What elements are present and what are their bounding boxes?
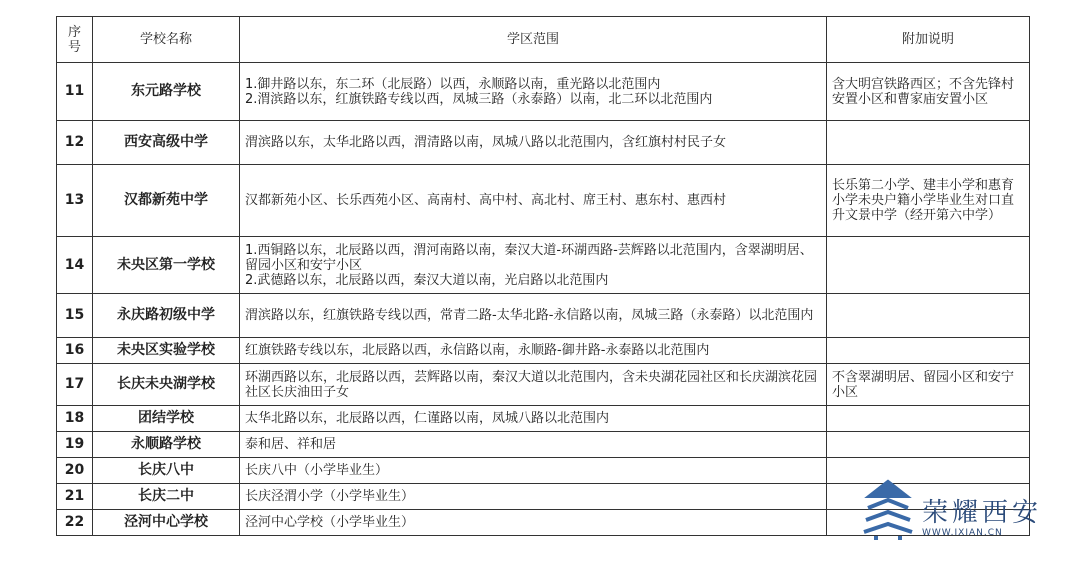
district-range-line: 长庆泾渭小学（小学毕业生） [245,489,415,504]
table-row [57,432,1030,458]
additional-note: 不含翠湖明居、留园小区和安宁小区 [827,364,1030,406]
district-range [240,121,827,165]
table-row [57,364,1030,406]
district-range-line: 泾河中心学校（小学毕业生） [245,515,415,530]
district-range [240,406,827,432]
row-number: 11 [57,63,93,121]
district-range-line: 1.御井路以东，东二环（北辰路）以西，永顺路以南，重光路以北范围内 [245,76,661,92]
district-range-line: 2.武德路以东，北辰路以西，秦汉大道以南，光启路以北范围内 [245,272,609,288]
district-range-line: 汉都新苑小区、长乐西苑小区、高南村、高中村、高北村、席王村、惠东村、惠西村 [245,193,727,208]
additional-note: 含大明宫铁路西区；不含先锋村安置小区和曹家庙安置小区 [827,63,1030,121]
row-number: 17 [57,364,93,406]
school-name: 长庆二中 [93,484,240,510]
district-range-line: 长庆八中（小学毕业生） [245,463,389,478]
table-row [57,338,1030,364]
watermark-url: WWW.IXIAN.CN [922,528,1003,538]
table-row [57,406,1030,432]
school-name: 永顺路学校 [93,432,240,458]
school-name: 汉都新苑中学 [93,165,240,237]
watermark-text: 荣耀西安 [922,498,1043,528]
district-range [240,165,827,237]
header-row [57,17,1030,63]
row-number: 13 [57,165,93,237]
school-name: 长庆八中 [93,458,240,484]
school-name: 泾河中心学校 [93,510,240,536]
additional-note [827,294,1030,338]
table-row [57,237,1030,294]
row-number: 18 [57,406,93,432]
additional-note [827,237,1030,294]
district-range [240,63,827,121]
row-number: 16 [57,338,93,364]
district-range [240,338,827,364]
table-row [57,121,1030,165]
district-range [240,294,827,338]
header-note: 附加说明 [827,17,1030,63]
additional-note [827,406,1030,432]
district-range-line: 泰和居、祥和居 [245,437,337,452]
district-range-line: 渭滨路以东，红旗铁路专线以西，常青二路-太华北路-永信路以南，凤城三路（永泰路）以北范围内 [245,308,814,323]
district-range [240,432,827,458]
row-number: 15 [57,294,93,338]
row-number: 21 [57,484,93,510]
district-range-line: 太华北路以东，北辰路以西，仁谨路以南，凤城八路以北范围内 [245,411,610,426]
district-range [240,364,827,406]
table-row [57,165,1030,237]
school-name: 未央区第一学校 [93,237,240,294]
table-row [57,63,1030,121]
district-range [240,484,827,510]
watermark [862,478,1062,548]
district-range-line: 环湖西路以东，北辰路以西，芸辉路以南，秦汉大道以北范围内，含未央湖花园社区和长庆湖滨花园社区长庆油田子女 [245,369,818,400]
header-num: 序号 [57,17,93,63]
district-range-line: 红旗铁路专线以东，北辰路以西，永信路以南，永顺路-御井路-永泰路以北范围内 [245,343,710,358]
row-number: 12 [57,121,93,165]
row-number: 19 [57,432,93,458]
school-name: 永庆路初级中学 [93,294,240,338]
pagoda-icon [862,478,914,542]
school-name: 团结学校 [93,406,240,432]
additional-note [827,338,1030,364]
additional-note [827,121,1030,165]
district-range [240,510,827,536]
header-name: 学校名称 [93,17,240,63]
table-row [57,294,1030,338]
school-name: 西安高级中学 [93,121,240,165]
school-name: 东元路学校 [93,63,240,121]
school-name: 未央区实验学校 [93,338,240,364]
header-range: 学区范围 [240,17,827,63]
district-range-line: 渭滨路以东，太华北路以西，渭清路以南，凤城八路以北范围内，含红旗村村民子女 [245,135,727,150]
additional-note [827,432,1030,458]
additional-note: 长乐第二小学、建丰小学和惠育小学未央户籍小学毕业生对口直升文景中学（经开第六中学） [827,165,1030,237]
school-district-table [56,16,1030,536]
district-range-line: 1.西铜路以东，北辰路以西，渭河南路以南，秦汉大道-环湖西路-芸辉路以北范围内，含翠湖明居、留园小区和安宁小区 [245,242,813,273]
row-number: 22 [57,510,93,536]
school-name: 长庆未央湖学校 [93,364,240,406]
row-number: 14 [57,237,93,294]
district-range-line: 2.渭滨路以东，红旗铁路专线以西，凤城三路（永泰路）以南，北二环以北范围内 [245,91,713,107]
district-range [240,458,827,484]
district-range [240,237,827,294]
row-number: 20 [57,458,93,484]
